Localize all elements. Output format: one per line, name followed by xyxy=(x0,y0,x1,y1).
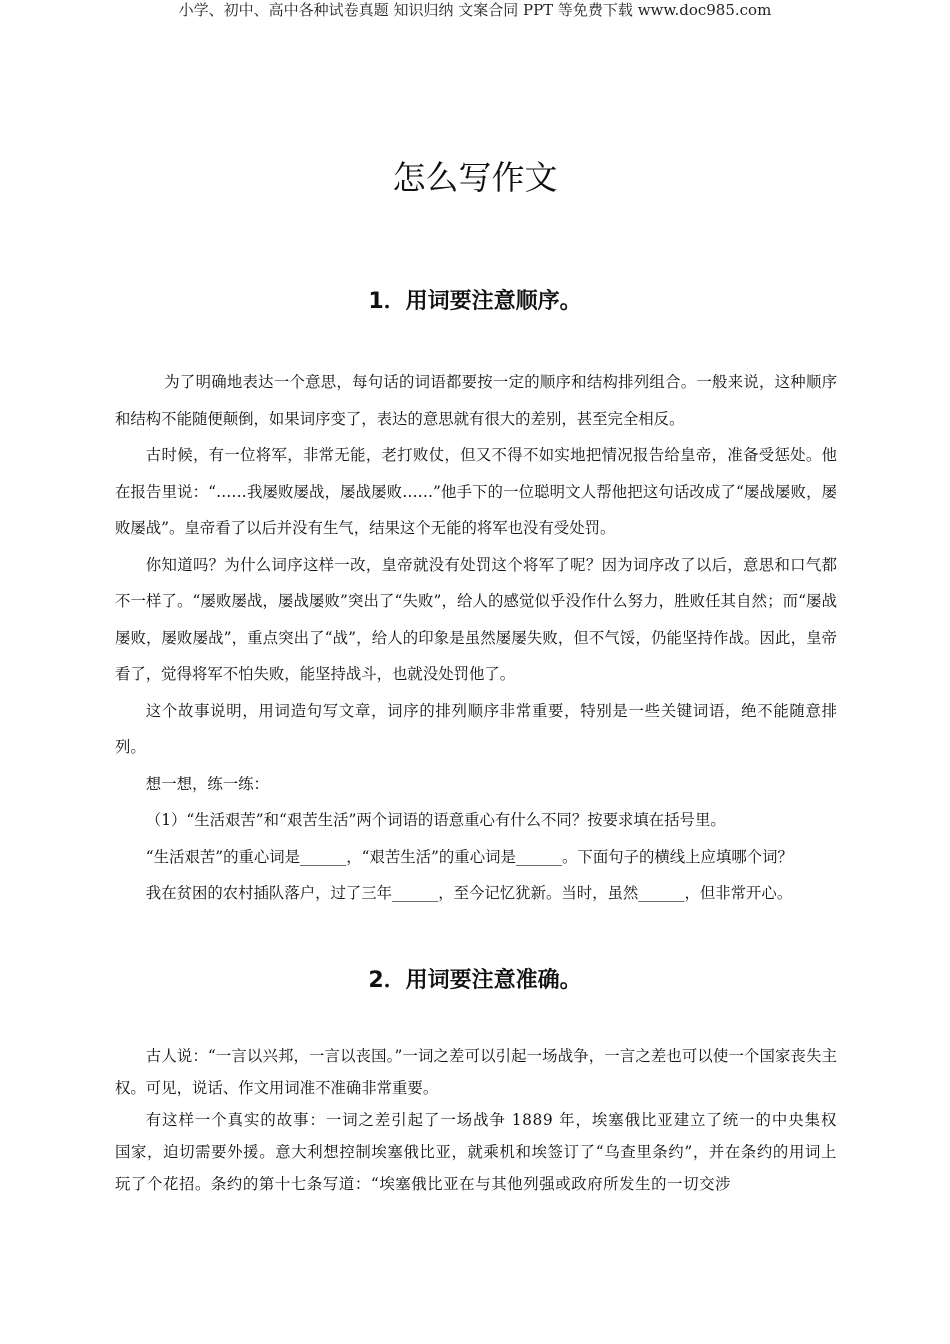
section-body-word-accuracy xyxy=(115,1040,837,1200)
paragraph: 你知道吗？为什么词序这样一改，皇帝就没有处罚这个将军了呢？因为词序改了以后，意思和口气都不一样了。“屡败屡战，屡战屡败”突出了“失败”，给人的感觉似乎没作什么努力，胜败任其自然；而“屡战屡败，屡败屡战”，重点突出了“战”，给人的印象是虽然屡屡失败，但不气馁，仍能坚持作战。因此，皇帝看了，觉得将军不怕失败，能坚持战斗，也就没处罚他了。 xyxy=(115,555,837,683)
paragraph: 古时候，有一位将军，非常无能，老打败仗，但又不得不如实地把情况报告给皇帝，准备受惩处。他在报告里说：“……我屡败屡战，屡战屡败……”他手下的一位聪明文人帮他把这句话改成了“屡战屡败，屡败屡战”。皇帝看了以后并没有生气，结果这个无能的将军也没有受处罚。 xyxy=(115,446,837,537)
paragraph: 有这样一个真实的故事：一词之差引起了一场战争 1889 年，埃塞俄比亚建立了统一的中央集权国家，迫切需要外援。意大利想控制埃塞俄比亚，就乘机和埃签订了“乌查里条约”，并在条约的用词上玩了个花招。条约的第十七条写道：“埃塞俄比亚在与其他列强或政府所发生的一切交涉 xyxy=(115,1111,837,1193)
exercise-question: （1）“生活艰苦”和“艰苦生活”两个词语的语意重心有什么不同？按要求填在括号里。 xyxy=(145,811,726,829)
exercise-fill-blank: 我在贫困的农村插队落户，过了三年______，至今记忆犹新。当时，虽然______，但非常开心。 xyxy=(145,884,793,902)
page-title: 怎么写作文 xyxy=(392,158,558,197)
section-heading-word-accuracy: 2．用词要注意准确。 xyxy=(368,968,582,993)
section-body-word-order xyxy=(115,364,837,912)
paragraph: 这个故事说明，用词造句写文章，词序的排列顺序非常重要，特别是一些关键词语，绝不能随意排列。 xyxy=(115,701,837,756)
exercise-fill-blank: “生活艰苦”的重心词是______，“艰苦生活”的重心词是______。下面句子的横线上应填哪个词？ xyxy=(145,847,793,866)
page-header: 小学、初中、高中各种试卷真题 知识归纳 文案合同 PPT 等免费下载 www.doc985.com xyxy=(178,1,772,19)
paragraph: 为了明确地表达一个意思，每句话的词语都要按一定的顺序和结构排列组合。一般来说，这种顺序和结构不能随便颠倒，如果词序变了，表达的意思就有很大的差别，甚至完全相反。 xyxy=(115,373,837,428)
exercise-prompt: 想一想，练一练： xyxy=(145,774,269,793)
paragraph: 古人说：“一言以兴邦，一言以丧国。”一词之差可以引起一场战争，一言之差也可以使一个国家丧失主权。可见，说话、作文用词准不准确非常重要。 xyxy=(115,1047,837,1097)
section-heading-word-order: 1．用词要注意顺序。 xyxy=(368,289,582,314)
